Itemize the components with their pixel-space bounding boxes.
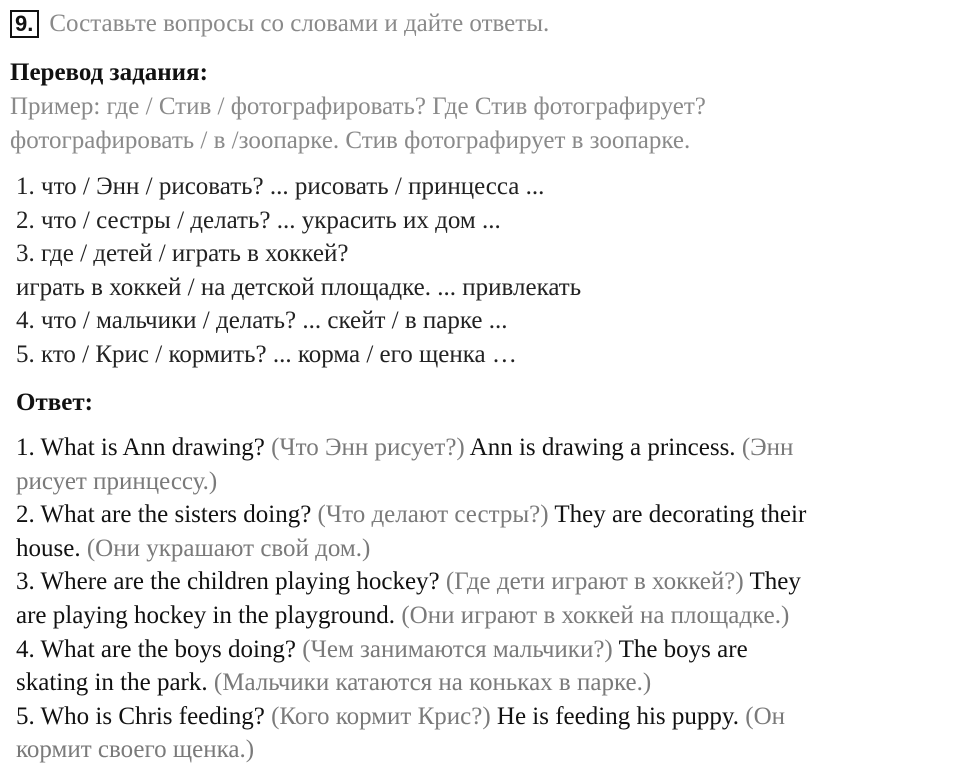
example-block: [10, 90, 706, 158]
answer-translation: (Они играют в хоккей на площадке.): [401, 601, 790, 629]
answer-text: 2. What are the sisters doing?: [16, 501, 318, 529]
prompt-item: 2. что / сестры / делать? ... украсить их дом ...: [16, 206, 501, 234]
answer-line: [16, 465, 806, 499]
answer-line: [16, 565, 806, 599]
answer-line: [16, 498, 806, 532]
prompt-item: 4. что / мальчики / делать? ... скейт / в парке ...: [16, 307, 508, 335]
answer-text: They are decorating their: [548, 501, 807, 529]
answer-translation: (Кого кормит Крис?): [271, 702, 491, 730]
answer-heading: Ответ:: [16, 389, 93, 416]
answer-line: [16, 431, 806, 465]
answer-text: 4. What are the boys doing?: [16, 635, 303, 663]
prompt-item: играть в хоккей / на детской площадке. ... привлекать: [16, 273, 582, 301]
task-header: [10, 8, 549, 40]
answer-translation: (Чем занимаются мальчики?): [302, 635, 613, 663]
answer-text: 3. Where are the children playing hockey?: [16, 568, 446, 596]
answer-line: [16, 599, 806, 633]
answer-text: 1. What is Ann drawing?: [16, 434, 272, 461]
prompt-list: [16, 170, 581, 372]
example-line: фотографировать / в /зоопарке. Стив фотографирует в зоопарке.: [10, 127, 691, 154]
answer-translation: (Он: [745, 702, 786, 730]
task-instruction: Составьте вопросы со словами и дайте ответы.: [49, 10, 550, 37]
answer-line: [16, 700, 806, 734]
answer-translation: (Что Энн рисует?): [271, 434, 465, 461]
answer-text: house.: [16, 534, 87, 562]
answer-translation: кормит своего щенка.): [16, 736, 255, 764]
prompt-item: 1. что / Энн / рисовать? ... рисовать / принцесса ...: [16, 173, 545, 200]
answer-text: skating in the park.: [16, 669, 214, 697]
prompt-item: 5. кто / Крис / кормить? ... корма / его щенка …: [16, 340, 517, 368]
example-line: Пример: где / Стив / фотографировать? Где Стив фотографирует?: [10, 93, 706, 120]
answer-text: Ann is drawing a princess.: [464, 434, 742, 461]
answer-text: They: [743, 568, 801, 596]
answer-translation: рисует принцессу.): [16, 467, 218, 495]
answer-list: [16, 431, 806, 767]
answer-line: [16, 733, 806, 767]
translation-heading: Перевод задания:: [10, 59, 208, 86]
answer-line: [16, 532, 806, 566]
answer-line: [16, 633, 806, 667]
answer-line: [16, 666, 806, 700]
answer-text: The boys are: [612, 635, 748, 663]
answer-text: He is feeding his puppy.: [490, 702, 746, 730]
answer-translation: (Что делают сестры?): [317, 501, 549, 529]
answer-text: are playing hockey in the playground.: [16, 601, 402, 629]
answer-translation: (Они украшают свой дом.): [86, 534, 371, 562]
prompt-item: 3. где / детей / играть в хоккей?: [16, 240, 349, 268]
answer-translation: (Где дети играют в хоккей?): [445, 568, 744, 596]
answer-text: 5. Who is Chris feeding?: [16, 702, 272, 730]
answer-translation: (Энн: [741, 434, 794, 461]
task-number: 9.: [10, 10, 39, 38]
answer-translation: (Мальчики катаются на коньках в парке.): [213, 669, 652, 697]
